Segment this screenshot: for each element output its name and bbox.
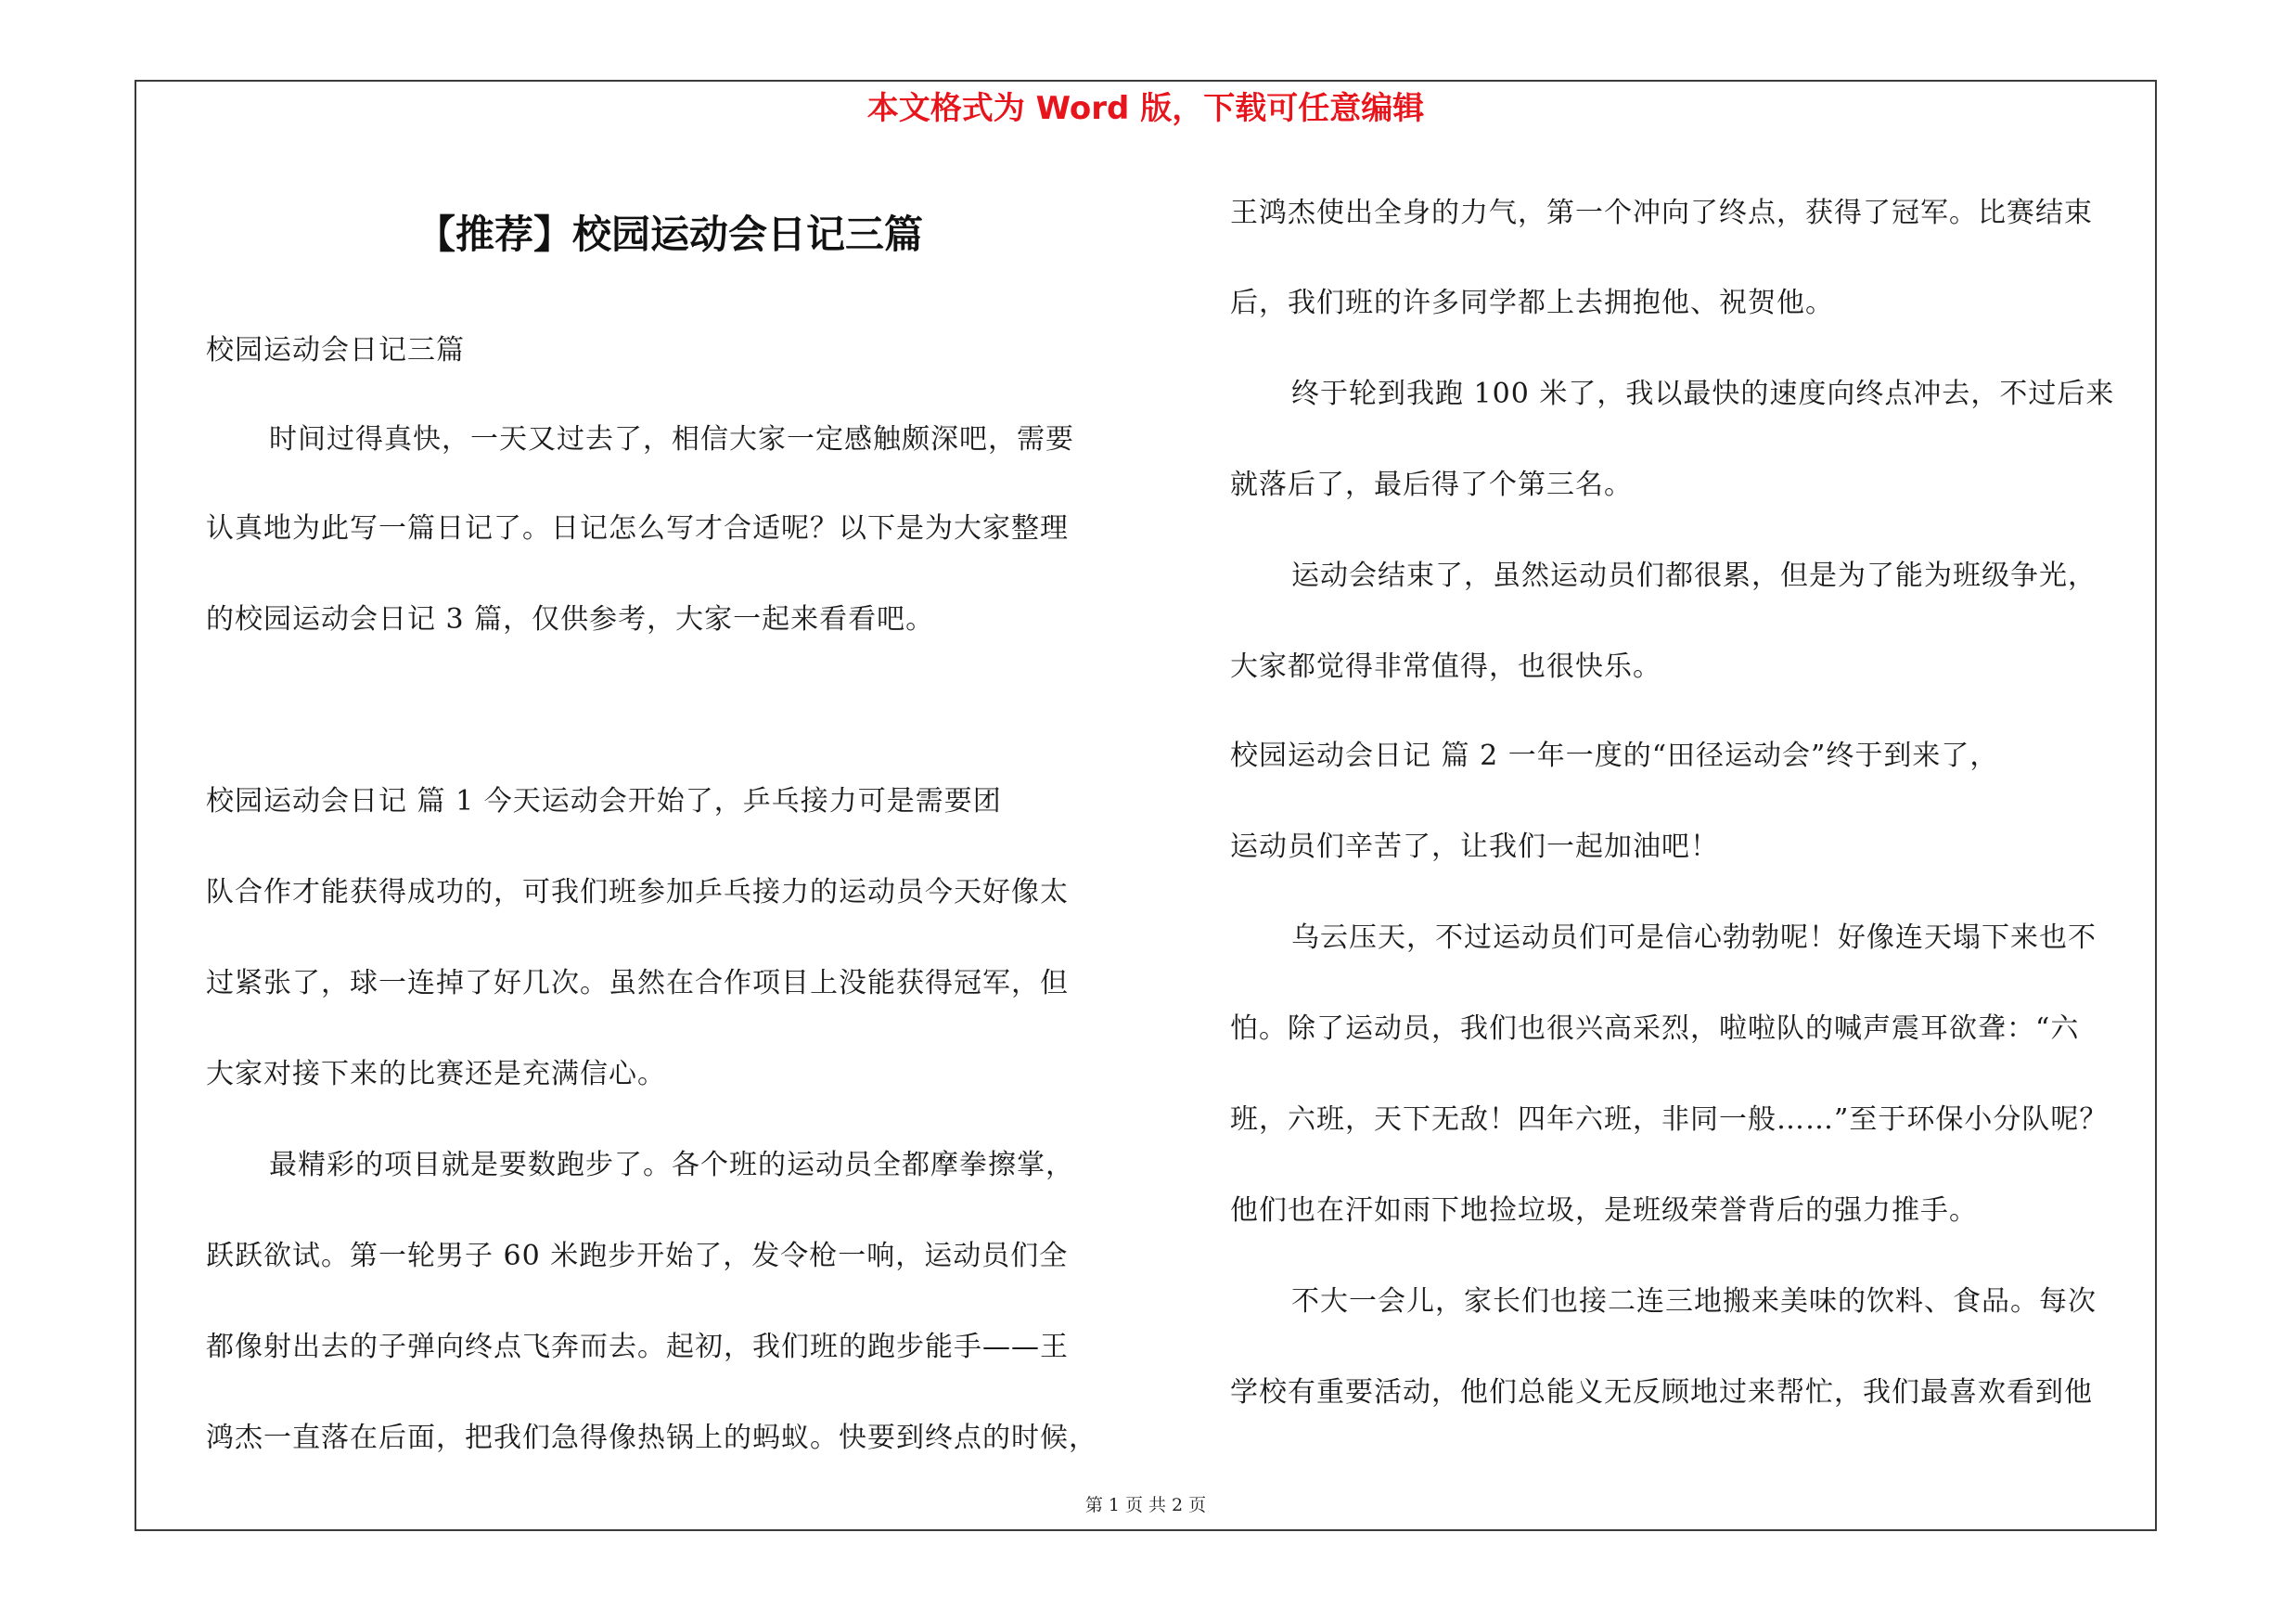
left-line-section-1: 校园运动会日记 篇 1 今天运动会开始了，乒乓接力可是需要团 — [206, 785, 1002, 818]
right-line: 运动员们辛苦了，让我们一起加油吧！ — [1230, 831, 1719, 863]
right-line: 就落后了，最后得了个第三名。 — [1230, 469, 1633, 501]
left-line: 鸿杰一直落在后面，把我们急得像热锅上的蚂蚁。快要到终点的时候， — [206, 1422, 1097, 1454]
right-line: 学校有重要活动，他们总能义无反顾地过来帮忙，我们最喜欢看到他 — [1230, 1376, 2093, 1409]
right-line: 终于轮到我跑 100 米了，我以最快的速度向终点冲去，不过后来 — [1291, 378, 2115, 410]
right-line: 大家都觉得非常值得，也很快乐。 — [1230, 650, 1661, 683]
right-line: 运动会结束了，虽然运动员们都很累，但是为了能为班级争光， — [1291, 560, 2097, 592]
right-line-section-2: 校园运动会日记 篇 2 一年一度的“田径运动会”终于到来了， — [1230, 740, 1999, 772]
right-line: 乌云压天，不过运动员们可是信心勃勃呢！好像连天塌下来也不 — [1291, 921, 2097, 954]
right-line: 他们也在汗如雨下地捡垃圾，是班级荣誉背后的强力推手。 — [1230, 1194, 1978, 1227]
right-line: 后，我们班的许多同学都上去拥抱他、祝贺他。 — [1230, 287, 1834, 319]
left-line: 时间过得真快，一天又过去了，相信大家一定感触颇深吧，需要 — [269, 423, 1074, 456]
left-line: 跃跃欲试。第一轮男子 60 米跑步开始了，发令枪一响，运动员们全 — [206, 1240, 1069, 1272]
left-line: 队合作才能获得成功的，可我们班参加乒乓接力的运动员今天好像太 — [206, 876, 1069, 908]
left-line: 最精彩的项目就是要数跑步了。各个班的运动员全都摩拳擦掌， — [269, 1149, 1074, 1181]
right-line: 怕。除了运动员，我们也很兴高采烈，啦啦队的喊声震耳欲聋：“六 — [1230, 1012, 2080, 1045]
left-line: 认真地为此写一篇日记了。日记怎么写才合适呢？以下是为大家整理 — [206, 512, 1069, 545]
right-line: 王鸿杰使出全身的力气，第一个冲向了终点，获得了冠军。比赛结束 — [1230, 197, 2093, 229]
document-title: 【推荐】校园运动会日记三篇 — [416, 212, 923, 257]
left-line: 的校园运动会日记 3 篇，仅供参考，大家一起来看看吧。 — [206, 603, 935, 636]
left-line: 都像射出去的子弹向终点飞奔而去。起初，我们班的跑步能手——王 — [206, 1331, 1069, 1363]
right-line: 不大一会儿，家长们也接二连三地搬来美味的饮料、食品。每次 — [1291, 1285, 2097, 1318]
page-number-footer: 第 1 页 共 2 页 — [1084, 1495, 1207, 1515]
right-line: 班，六班，天下无敌！四年六班，非同一般……”至于环保小分队呢？ — [1230, 1103, 2109, 1136]
editable-banner: 本文格式为 Word 版，下载可任意编辑 — [866, 90, 1425, 127]
left-line-subtitle: 校园运动会日记三篇 — [206, 334, 465, 367]
left-line: 大家对接下来的比赛还是充满信心。 — [206, 1058, 666, 1090]
left-line: 过紧张了，球一连掉了好几次。虽然在合作项目上没能获得冠军，但 — [206, 967, 1069, 999]
